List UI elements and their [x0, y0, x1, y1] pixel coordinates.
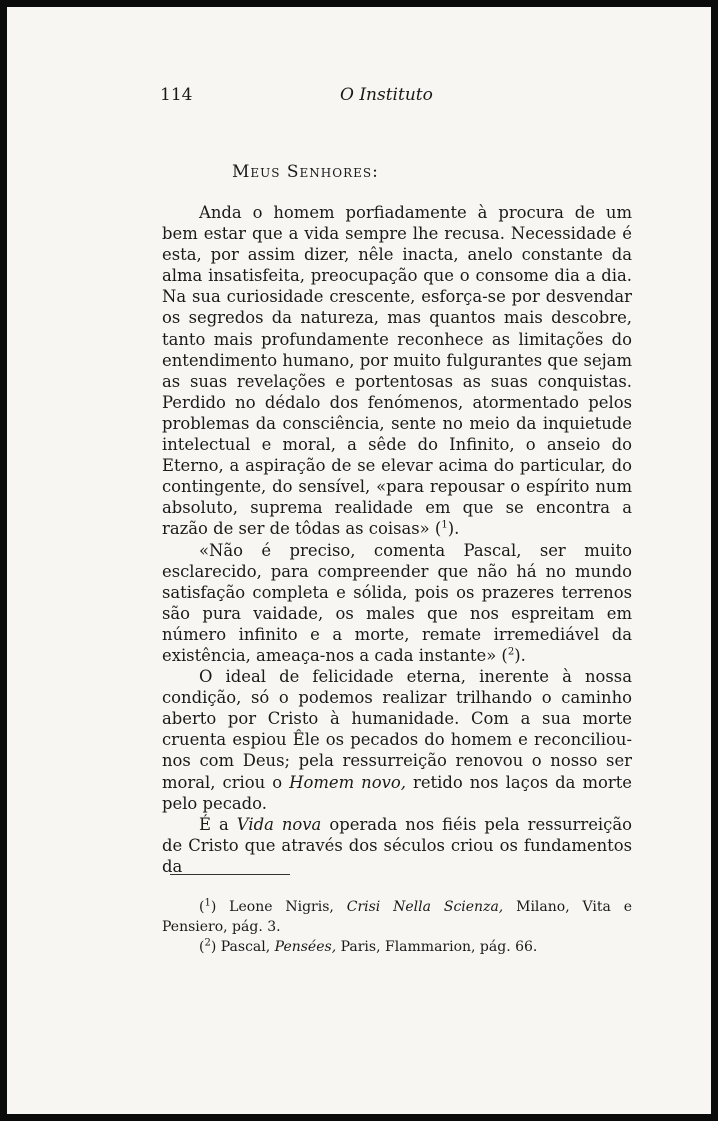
running-title: O Instituto: [340, 85, 433, 105]
footnote-2: ($^2$) Pascal, Pensées, Paris, Flammarion, pág. 66.: [199, 937, 538, 955]
footnote-divider: [170, 874, 290, 875]
paragraph-1: Anda o homem porfiadamente à procura de um bem estar que a vida sempre lhe recusa. Necessidade é esta, por assim dizer, nêle inacta, anelo constante da alma insatisfeita, preocupação que o consome dia a dia. Na sua curiosidade crescente, esforça-se por desvendar os segredos da natureza, mas quantos mais descobre, tanto mais profundamente reconhece as limitações do entendimento humano, por muito fulgurantes que sejam as suas revelações e portentosas as suas conquistas. Perdido no dédalo dos fenómenos, atormentado pelos problemas da consciência, sente no meio da inquietude intelectual e moral, a sêde do Infinito, o anseio do Eterno, a aspiração de se elevar acima do particular, do contingente, do sensível, «para repousar o espírito num absoluto, suprema realidade em que se encontra a razão de ser de tôdas as coisas» ($^1$).: [162, 203, 632, 539]
salutation: Meus Senhores:: [232, 162, 379, 182]
paragraph-2: «Não é preciso, comenta Pascal, ser muito esclarecido, para compreender que não há no mundo satisfação completa e sólida, pois os prazeres terrenos são pura vaidade, os males que nos espreitam em número infinito e a morte, remate irremediável da existência, ameaça-nos a cada instante» ($^2$).: [162, 540, 632, 665]
footnote-1: ($^1$) Leone Nigris, Crisi Nella Scienza, Milano, Vita e Pensiero, pág. 3.: [162, 897, 632, 935]
footnotes: [162, 897, 632, 957]
body-text: [162, 202, 632, 877]
footnote-ref-1: 1: [441, 519, 448, 531]
document-page: [7, 7, 711, 1114]
page-number: 114: [160, 85, 193, 105]
paragraph-3: O ideal de felicidade eterna, inerente à nossa condição, só o podemos realizar trilhando o caminho aberto por Cristo à humanidade. Com a sua morte cruenta espiou Êle os pecados do homem e reconciliou-nos com Deus; pela ressurreição renovou o nosso ser moral, criou o Homem novo, retido nos laços da morte pelo pecado.: [162, 667, 633, 813]
paragraph-4: É a Vida nova operada nos fiéis pela ressurreição de Cristo que através dos séculos criou os fundamentos da: [162, 814, 632, 876]
footnote-ref-2: 2: [507, 646, 515, 658]
